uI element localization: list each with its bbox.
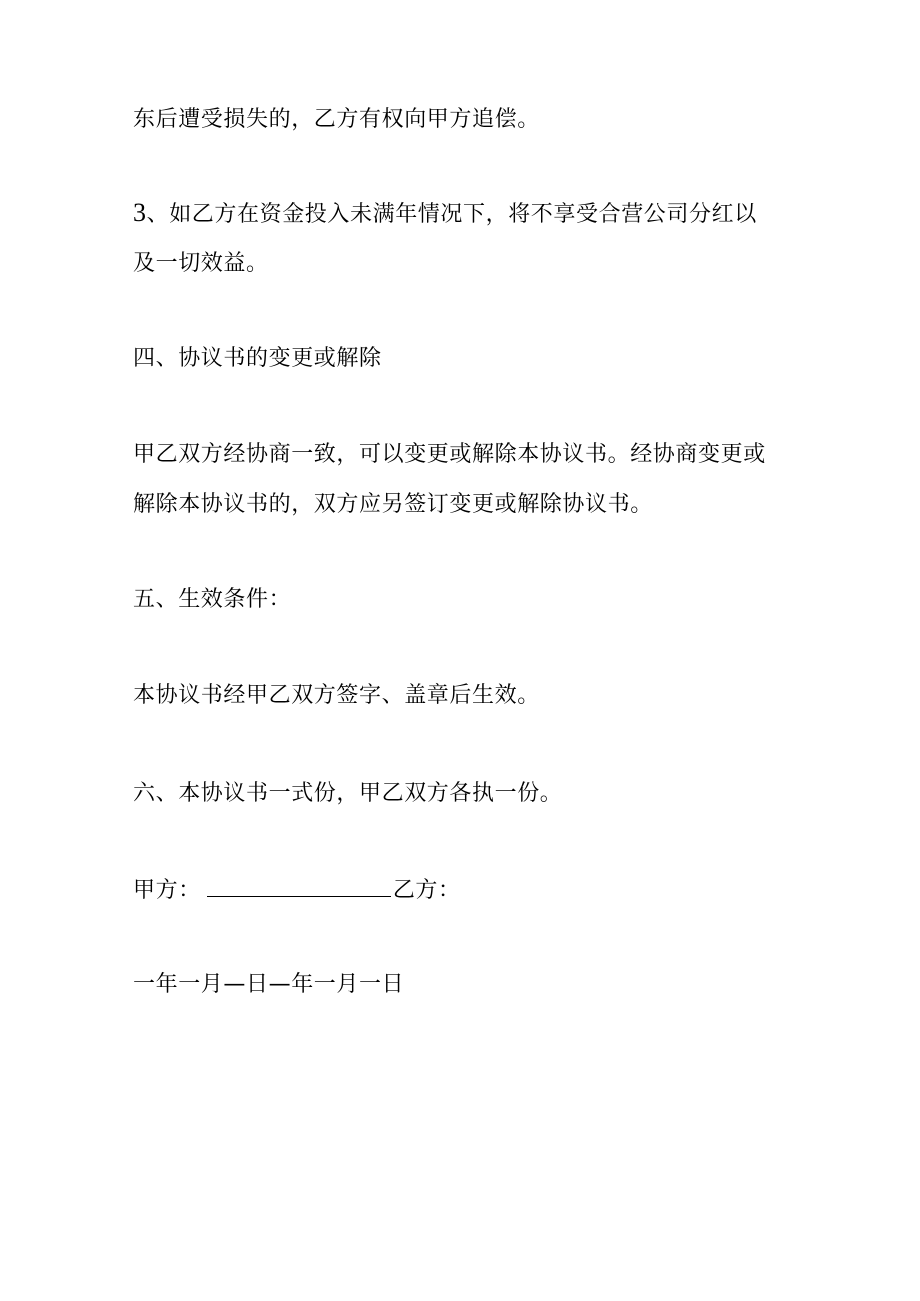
section-heading-6: [133, 781, 562, 807]
text: 甲乙双方经协商一致，可以变更或解除本协议书。经协商变更或: [133, 442, 766, 467]
section-heading-4: [133, 346, 382, 372]
clause-3-line-1: [133, 200, 757, 228]
section-4-body-line-2: [133, 492, 653, 518]
party-b-label: 乙方：: [392, 878, 461, 903]
section-heading-5: [133, 587, 291, 613]
clause-number: 3: [133, 198, 147, 227]
heading-text: 六、本协议书一式份，甲乙双方各执一份。: [133, 781, 563, 806]
text: 、如乙方在资金投入未满年情况下，将不享受合营公司分红以: [146, 202, 757, 227]
signature-line: [133, 876, 461, 904]
heading-text: 四、协议书的变更或解除: [133, 346, 382, 371]
text: 及一切效益。: [133, 251, 269, 276]
text: 本协议书经甲乙双方签字、盖章后生效。: [133, 683, 540, 708]
signature-blank[interactable]: [207, 876, 391, 897]
section-4-body-line-1: [133, 442, 766, 468]
section-5-body: [133, 683, 540, 709]
text: 解除本协议书的，双方应另签订变更或解除协议书。: [133, 492, 653, 517]
paragraph-line: [133, 107, 540, 133]
clause-3-line-2: [133, 251, 269, 277]
heading-text: 五、生效条件：: [133, 587, 292, 612]
date-text: 一年一月—日—年一月一日: [133, 972, 405, 997]
date-line: [133, 972, 404, 998]
text: 东后遭受损失的，乙方有权向甲方追偿。: [133, 107, 540, 132]
party-a-label: 甲方：: [133, 878, 201, 903]
